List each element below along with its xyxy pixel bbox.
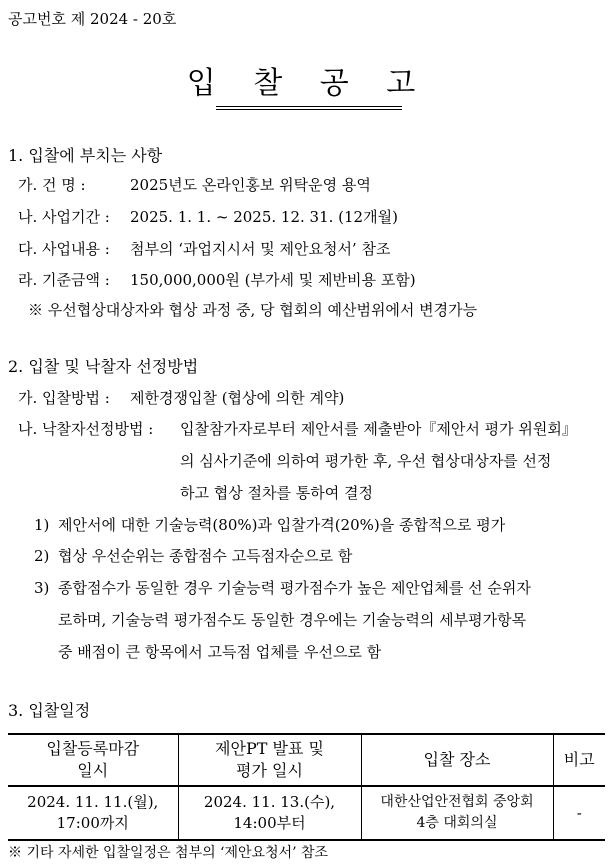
table-row: [8, 786, 605, 840]
s2-selection-line: 하고 협상 절차를 통하여 결정: [180, 484, 373, 502]
section2-heading: 2. 입찰 및 낙찰자 선정방법: [8, 357, 199, 376]
title-underline: [216, 106, 402, 107]
cell-registration-deadline: 2024. 11. 11.(월), 17:00까지: [8, 786, 178, 840]
criteria-text: 협상 우선순위는 종합점수 고득점자순으로 함: [58, 547, 353, 565]
header-registration-deadline: 입찰등록마감 일시: [8, 734, 178, 786]
title-underline-double: [216, 109, 402, 110]
cell-remarks: -: [553, 786, 605, 840]
schedule-table: [8, 733, 605, 841]
s1-item-name-label: 가. 건 명 :: [18, 176, 86, 194]
header-location: 입찰 장소: [361, 734, 553, 786]
s1-item-period-value: 2025. 1. 1. ~ 2025. 12. 31. (12개월): [130, 208, 398, 226]
cell-location: 대한산업안전협회 중앙회 4층 대회의실: [361, 786, 553, 840]
criteria-number: 2): [34, 547, 50, 565]
section3-heading: 3. 입찰일정: [8, 701, 91, 720]
page-title: 입 찰 공 고: [186, 66, 430, 101]
s2-selection-label: 나. 낙찰자선정방법 :: [18, 420, 154, 438]
header-remarks: 비고: [553, 734, 605, 786]
s1-item-content-label: 다. 사업내용 :: [18, 240, 110, 258]
notice-number: 공고번호 제 2024 - 20호: [8, 10, 177, 28]
s2-selection-line: 의 심사기준에 의하여 평가한 후, 우선 협상대상자를 선정: [180, 452, 552, 470]
s1-note: ※ 우선협상대상자와 협상 과정 중, 당 협회의 예산범위에서 변경가능: [28, 301, 478, 319]
header-pt-evaluation: 제안PT 발표 및 평가 일시: [178, 734, 361, 786]
s1-item-name-value: 2025년도 온라인홍보 위탁운영 용역: [130, 176, 371, 194]
s2-method-label: 가. 입찰방법 :: [18, 389, 110, 407]
s1-item-period-label: 나. 사업기간 :: [18, 208, 110, 226]
s2-method-value: 제한경쟁입찰 (협상에 의한 계약): [130, 389, 345, 407]
section1-heading: 1. 입찰에 부치는 사항: [8, 146, 163, 165]
criteria-text: 로하며, 기술능력 평가점수도 동일한 경우에는 기술능력의 세부평가항목: [58, 611, 527, 629]
cell-pt-evaluation: 2024. 11. 13.(수), 14:00부터: [178, 786, 361, 840]
schedule-footnote: ※ 기타 자세한 입찰일정은 첨부의 ‘제안요청서’ 참조: [8, 845, 329, 861]
criteria-text: 종합점수가 동일한 경우 기술능력 평가점수가 높은 제안업체를 선 순위자: [58, 579, 531, 597]
s1-item-amount-label: 라. 기준금액 :: [18, 271, 110, 289]
s1-item-amount-value: 150,000,000원 (부가세 및 제반비용 포함): [130, 271, 416, 289]
s1-item-content-value: 첨부의 ‘과업지시서 및 제안요청서’ 참조: [130, 240, 391, 258]
s2-selection-line: 입찰참가자로부터 제안서를 제출받아『제안서 평가 위원회』: [180, 420, 577, 438]
criteria-number: 1): [34, 516, 50, 534]
criteria-number: 3): [34, 579, 50, 597]
schedule-header-row: [8, 734, 605, 786]
criteria-text: 제안서에 대한 기술능력(80%)과 입찰가격(20%)을 종합적으로 평가: [58, 516, 506, 534]
criteria-text: 중 배점이 큰 항목에서 고득점 업체를 우선으로 함: [58, 643, 382, 661]
